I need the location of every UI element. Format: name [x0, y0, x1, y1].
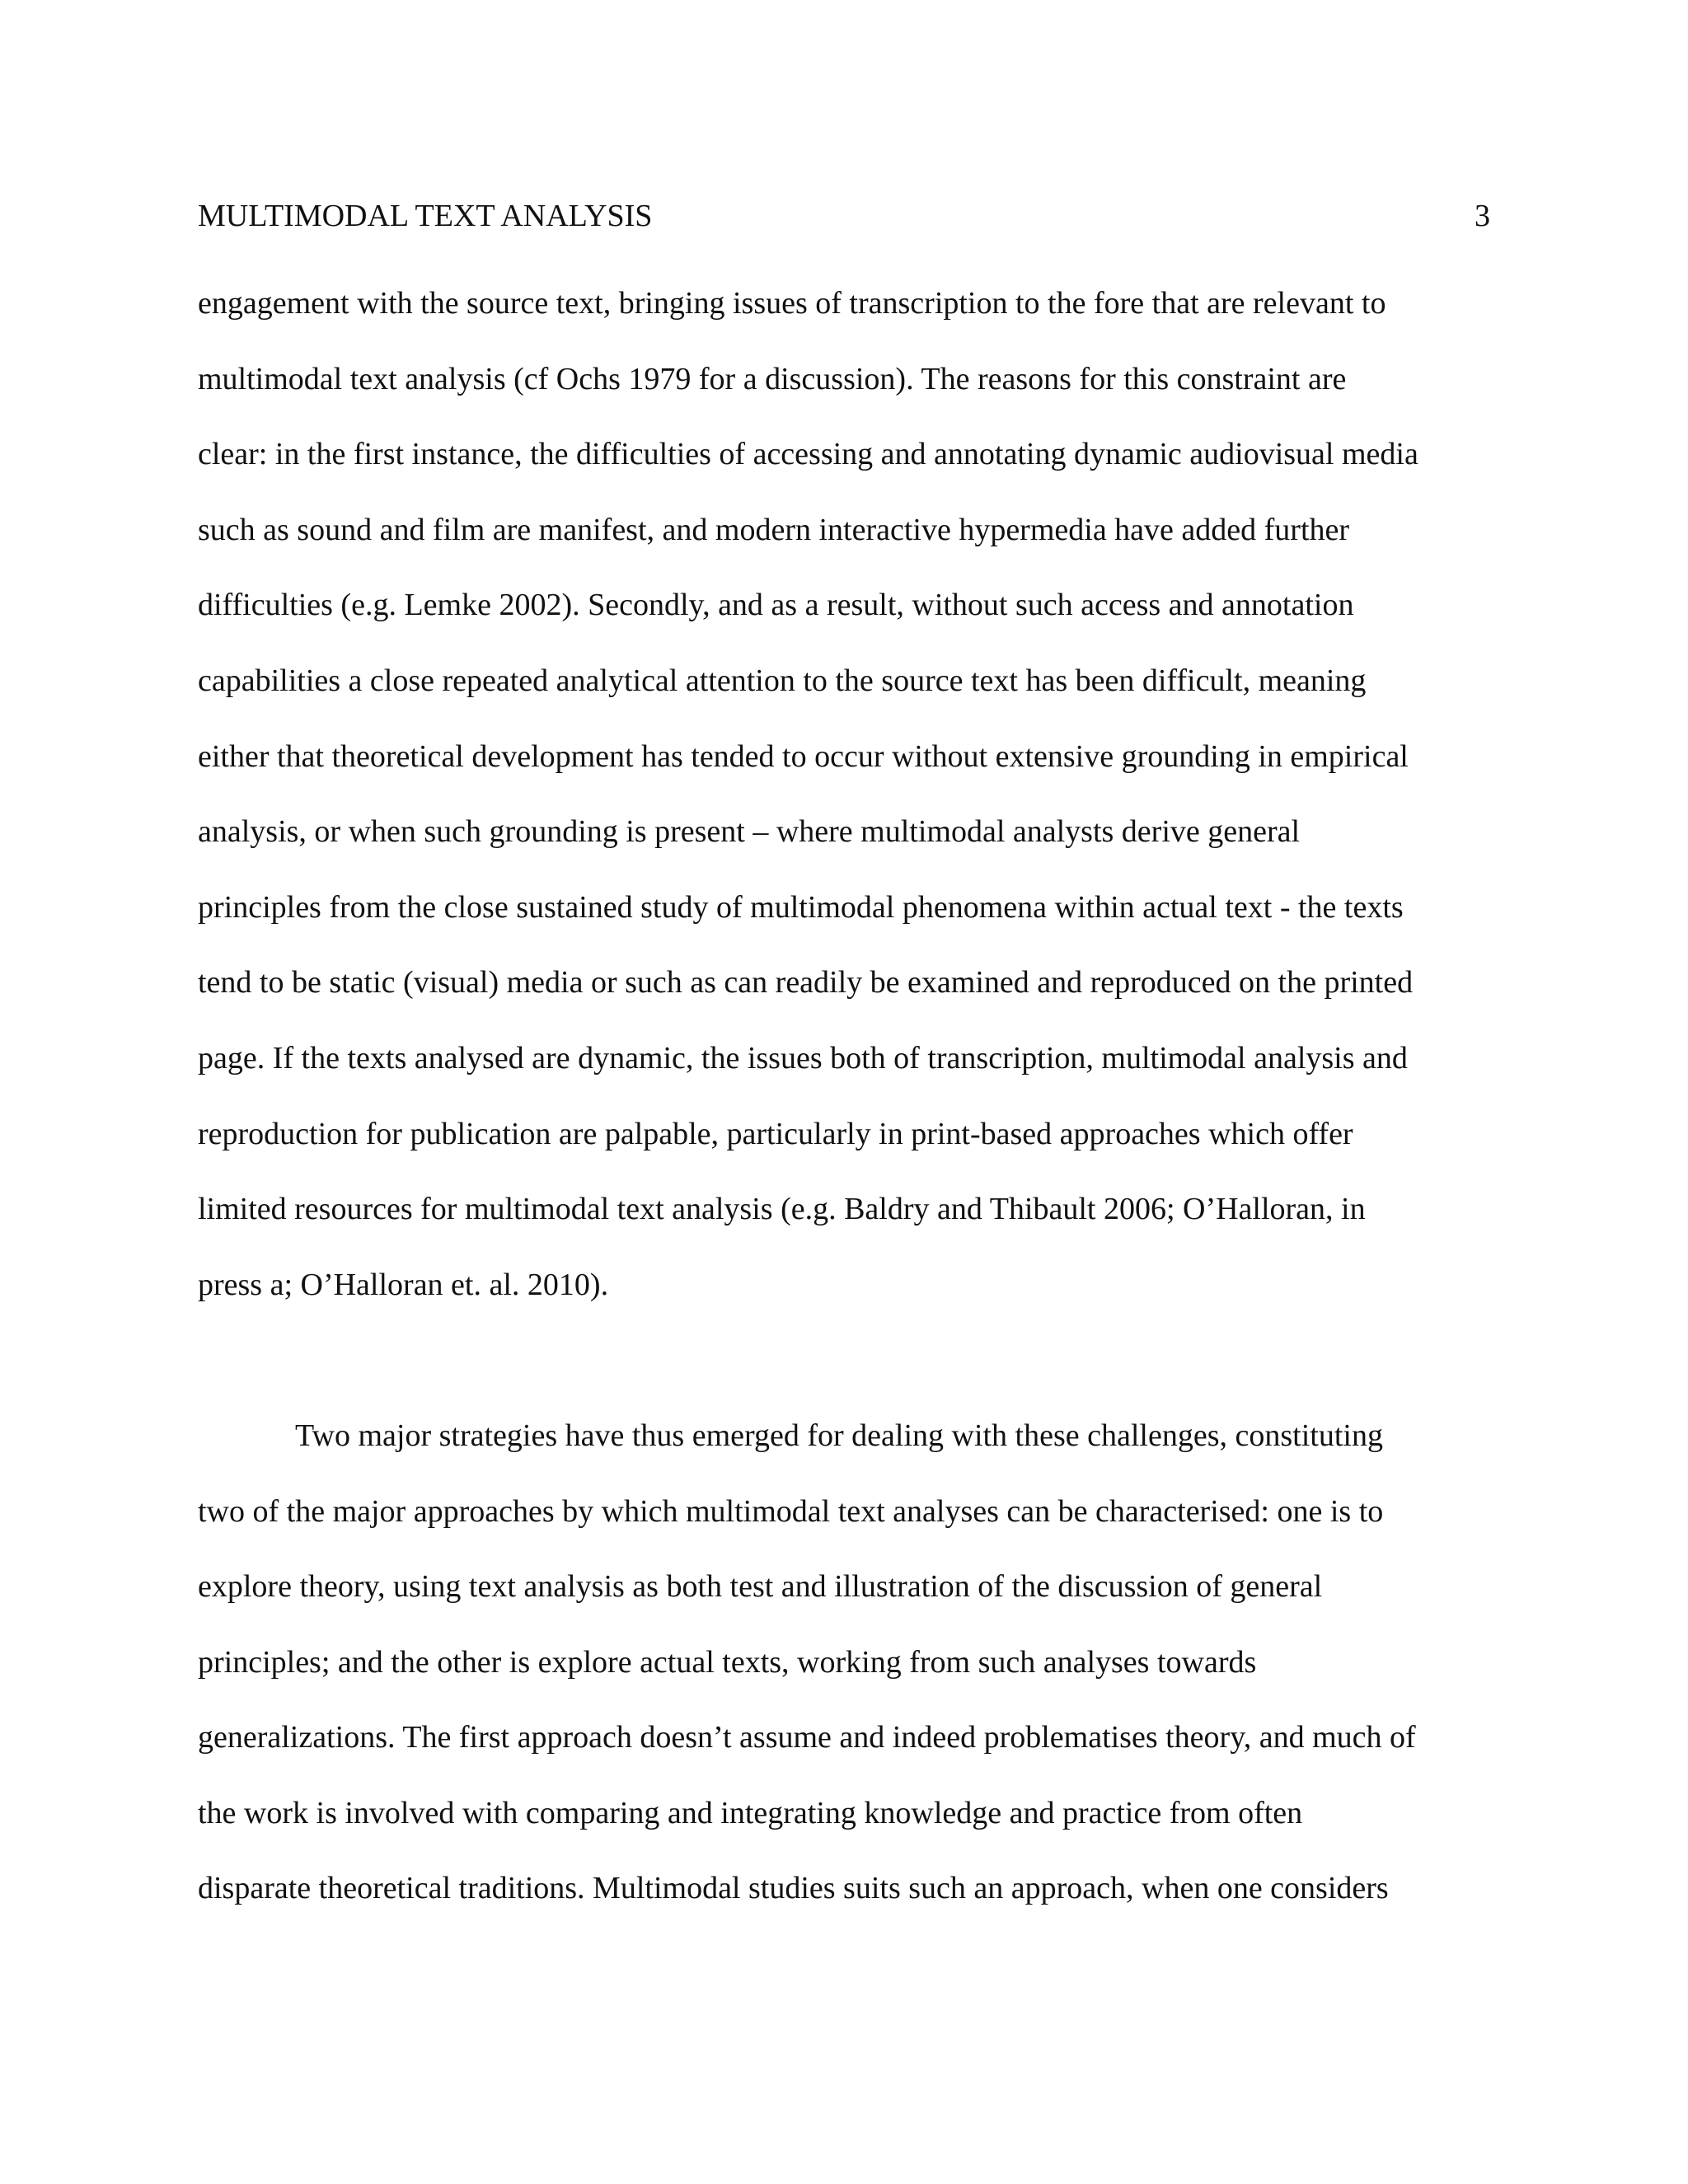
page-number: 3 [1475, 199, 1490, 233]
text-line: analysis, or when such grounding is present – where multimodal analysts derive general [198, 814, 1301, 850]
paragraph-spacer [198, 1323, 1492, 1399]
text-line: difficulties (e.g. Lemke 2002). Secondly, and as a result, without such access and annotation [198, 588, 1354, 623]
text-line: press a; O’Halloran et. al. 2010). [198, 1267, 609, 1302]
text-line: either that theoretical development has tended to occur without extensive grounding in empirical [198, 738, 1409, 774]
paragraph-1 [198, 266, 1492, 1323]
text-line: capabilities a close repeated analytical attention to the source text has been difficult, meaning [198, 663, 1367, 698]
text-line: principles; and the other is explore actual texts, working from such analyses towards [198, 1644, 1257, 1680]
text-line: principles from the close sustained study of multimodal phenomena within actual text - the texts [198, 889, 1404, 925]
text-line: generalizations. The first approach doesn’t assume and indeed problematises theory, and much of [198, 1720, 1416, 1755]
text-line: multimodal text analysis (cf Ochs 1979 for a discussion). The reasons for this constraint are [198, 361, 1347, 396]
text-line: Two major strategies have thus emerged for dealing with these challenges, constituting [295, 1418, 1383, 1453]
page-header [198, 191, 1490, 241]
text-line: explore theory, using text analysis as both test and illustration of the discussion of general [198, 1569, 1323, 1605]
text-line: page. If the texts analysed are dynamic, the issues both of transcription, multimodal analysis and [198, 1040, 1408, 1076]
text-line: the work is involved with comparing and integrating knowledge and practice from often [198, 1795, 1303, 1830]
text-line: disparate theoretical traditions. Multimodal studies suits such an approach, when one considers [198, 1871, 1389, 1906]
text-line: such as sound and film are manifest, and modern interactive hypermedia have added further [198, 512, 1350, 547]
text-line: two of the major approaches by which multimodal text analyses can be characterised: one is to [198, 1493, 1384, 1529]
paragraph-2 [198, 1399, 1492, 1927]
text-line: reproduction for publication are palpable, particularly in print-based approaches which offer [198, 1116, 1353, 1151]
text-line: tend to be static (visual) media or such as can readily be examined and reproduced on the printed [198, 965, 1414, 1001]
text-line: limited resources for multimodal text analysis (e.g. Baldry and Thibault 2006; O’Halloran, in [198, 1192, 1366, 1227]
running-head: MULTIMODAL TEXT ANALYSIS [198, 199, 653, 233]
text-line: engagement with the source text, bringing issues of transcription to the fore that are relevant to [198, 286, 1386, 321]
body-text [198, 266, 1492, 1927]
text-line: clear: in the first instance, the difficulties of accessing and annotating dynamic audiovisual media [198, 437, 1418, 472]
